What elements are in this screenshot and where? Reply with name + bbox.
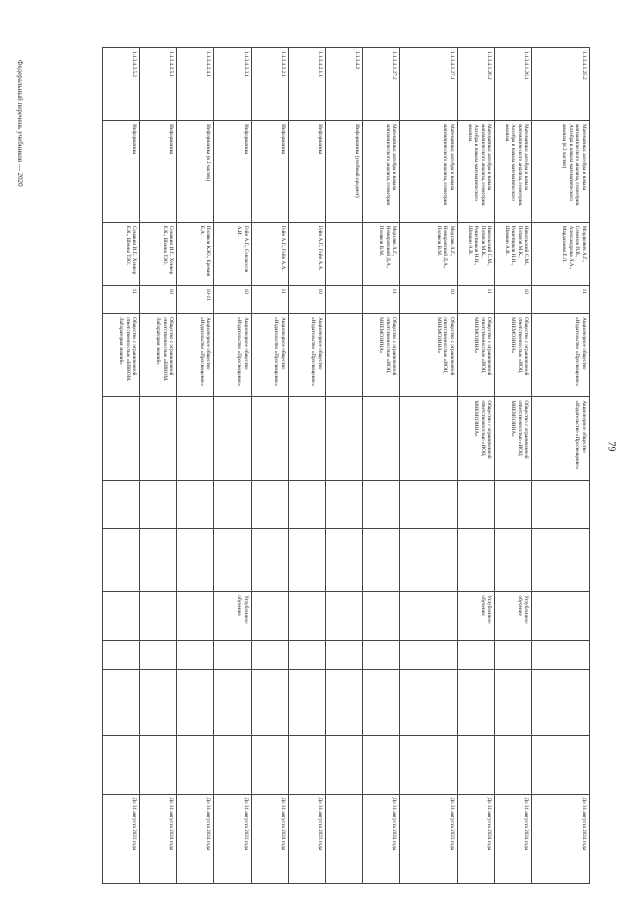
grade-cell: 11 <box>457 285 494 313</box>
extra-cell <box>103 480 140 529</box>
extra-cell <box>325 735 362 794</box>
extra-cell <box>400 529 458 592</box>
until-cell: До 31 августа 2024 года <box>177 794 214 884</box>
grade-cell: 10 <box>140 285 177 313</box>
textbook-table <box>102 47 590 884</box>
list-cell <box>325 592 362 641</box>
publisher-cell: Акционерное общество «Издательство «Просвещение» <box>288 314 325 397</box>
authors-cell <box>325 222 362 285</box>
extra-cell <box>363 735 400 794</box>
name-cell: Математика: алгебра и начала математического анализа, геометрия <box>400 121 458 223</box>
until-cell: До 31 августа 2024 года <box>457 794 494 884</box>
extra-cell <box>457 480 494 529</box>
name-cell: Математика: алгебра и начала математического анализа, геометрия. Алгебра и начала математического анализа <box>495 121 532 223</box>
authors-cell: Гейн А.Г., Сенокосов А.И. <box>214 222 251 285</box>
code-cell: 1.1.3.4.1.27.2 <box>363 48 400 121</box>
authors-cell: Мерзляк А.Г., Номировский Д.А., Поляков В.М. <box>363 222 400 285</box>
publisher-cell: Акционерное общество «Издательство «Просвещение» <box>532 397 590 480</box>
name-cell: Информатика <box>103 121 140 223</box>
authors-cell: Никольский С.М., Потапов М.К., Решетников Н.Н., Шевкин А.В. <box>457 222 494 285</box>
code-cell: 1.1.3.4.2.2.1 <box>251 48 288 121</box>
publisher-cell: Общество с ограниченной ответственностью «ИОЦ МНЕМОЗИНА» <box>400 314 458 397</box>
extra-cell <box>495 735 532 794</box>
grade-cell: 11 <box>103 285 140 313</box>
code-cell: 1.1.3.4.2.1.1 <box>288 48 325 121</box>
name-cell: Информатика <box>251 121 288 223</box>
publisher-cell <box>325 314 362 397</box>
publisher-cell: Акционерное общество «Издательство «Просвещение» <box>532 314 590 397</box>
extra-cell <box>532 529 590 592</box>
until-cell: До 31 августа 2023 года <box>214 794 251 884</box>
table-row <box>325 48 362 884</box>
until-cell: До 31 августа 2024 года <box>251 794 288 884</box>
extra-cell <box>457 529 494 592</box>
extra-cell <box>251 529 288 592</box>
page-number <box>602 441 620 463</box>
date-cell <box>400 669 458 735</box>
extra-cell <box>288 480 325 529</box>
name-cell: Информатика <box>140 121 177 223</box>
name-cell: Математика: алгебра и начала математического анализа, геометрия. Алгебра и начала математического анализа (в 2 частях) <box>532 121 590 223</box>
list-cell: Углубленное обучение <box>214 592 251 641</box>
extra-cell <box>103 641 140 669</box>
publisher-cell <box>251 397 288 480</box>
extra-cell <box>140 641 177 669</box>
code-cell: 1.1.3.4.1.25.2 <box>532 48 590 121</box>
date-cell <box>103 669 140 735</box>
date-cell <box>325 669 362 735</box>
extra-cell <box>214 480 251 529</box>
authors-cell: Семакин И.Г., Хеннер Е.К., Шеина Т.Ю. <box>140 222 177 285</box>
list-cell <box>363 592 400 641</box>
publisher-cell <box>140 397 177 480</box>
until-cell <box>325 794 362 884</box>
until-cell: До 31 августа 2024 года <box>495 794 532 884</box>
publisher-cell: Общество с ограниченной ответственностью «ИОЦ МНЕМОЗИНА» <box>457 397 494 480</box>
extra-cell <box>400 480 458 529</box>
until-cell: До 31 августа 2024 года <box>363 794 400 884</box>
list-cell <box>177 592 214 641</box>
extra-cell <box>288 529 325 592</box>
name-cell: Информатика (в 2 частях) <box>177 121 214 223</box>
authors-cell: Гейн А.Г., Гейн А.А. <box>288 222 325 285</box>
extra-cell <box>177 641 214 669</box>
name-cell: Информатика (учебный предмет) <box>325 121 362 223</box>
extra-cell <box>288 735 325 794</box>
extra-cell <box>363 641 400 669</box>
extra-cell <box>400 641 458 669</box>
date-cell <box>214 669 251 735</box>
name-cell: Математика: алгебра и начала математического анализа, геометрия. Алгебра и начала математического анализа <box>457 121 494 223</box>
table-body <box>103 48 590 884</box>
code-cell: 1.1.3.4.1.27.1 <box>400 48 458 121</box>
publisher-cell: Общество с ограниченной ответственностью «БИНОМ. Лаборатория знаний» <box>103 314 140 397</box>
list-cell: Углубленное обучение <box>457 592 494 641</box>
extra-cell <box>495 529 532 592</box>
extra-cell <box>251 480 288 529</box>
extra-cell <box>140 735 177 794</box>
extra-cell <box>325 480 362 529</box>
table-row <box>103 48 140 884</box>
publisher-cell <box>214 397 251 480</box>
date-cell <box>177 669 214 735</box>
extra-cell <box>288 641 325 669</box>
authors-cell: Мерзляк А.Г., Номировский Д.А., Поляков В.М. <box>400 222 458 285</box>
extra-cell <box>103 529 140 592</box>
authors-cell: Поляков К.Ю., Еремин Е.А. <box>177 222 214 285</box>
name-cell: Информатика <box>214 121 251 223</box>
extra-cell <box>214 735 251 794</box>
extra-cell <box>400 735 458 794</box>
publisher-cell: Общество с ограниченной ответственностью «ИОЦ МНЕМОЗИНА» <box>495 397 532 480</box>
extra-cell <box>251 735 288 794</box>
publisher-cell <box>325 397 362 480</box>
grade-cell: 10 <box>400 285 458 313</box>
extra-cell <box>325 529 362 592</box>
until-cell: До 31 августа 2024 года <box>140 794 177 884</box>
extra-cell <box>177 735 214 794</box>
table-row <box>177 48 214 884</box>
table-row <box>457 48 494 884</box>
list-cell <box>251 592 288 641</box>
name-cell: Математика: алгебра и начала математического анализа, геометрия <box>363 121 400 223</box>
textbook-table-wrapper <box>102 47 590 884</box>
table-row <box>495 48 532 884</box>
list-cell <box>140 592 177 641</box>
publisher-cell: Общество с ограниченной ответственностью «БИНОМ. Лаборатория знаний» <box>140 314 177 397</box>
list-cell <box>288 592 325 641</box>
list-cell <box>400 592 458 641</box>
extra-cell <box>363 529 400 592</box>
date-cell <box>288 669 325 735</box>
authors-cell: Мордкович А.Г., Семенов П.В., Александрова Л.А., Мардахаева Е.Л. <box>532 222 590 285</box>
list-cell <box>532 592 590 641</box>
authors-cell: Никольский С.М., Потапов М.К., Решетников Н.Н., Шевкин А.В. <box>495 222 532 285</box>
publisher-cell <box>363 397 400 480</box>
grade-cell: 10 <box>495 285 532 313</box>
extra-cell <box>214 641 251 669</box>
extra-cell <box>532 480 590 529</box>
code-cell: 1.1.3.4.2.4.1 <box>177 48 214 121</box>
publisher-cell: Акционерное общество «Издательство «Просвещение» <box>214 314 251 397</box>
publisher-cell <box>400 397 458 480</box>
table-row <box>251 48 288 884</box>
table-row <box>140 48 177 884</box>
code-cell: 1.1.3.4.1.26.2 <box>457 48 494 121</box>
grade-cell: 10 <box>214 285 251 313</box>
name-cell: Информатика <box>288 121 325 223</box>
publisher-cell: Общество с ограниченной ответственностью «ИОЦ МНЕМОЗИНА» <box>457 314 494 397</box>
until-cell: До 31 августа 2024 года <box>532 794 590 884</box>
extra-cell <box>495 480 532 529</box>
code-cell: 1.1.3.4.2.3.1 <box>214 48 251 121</box>
extra-cell <box>457 641 494 669</box>
extra-cell <box>532 641 590 669</box>
grade-cell: 10-11 <box>177 285 214 313</box>
publisher-cell <box>177 397 214 480</box>
extra-cell <box>177 480 214 529</box>
grade-cell: 11 <box>532 285 590 313</box>
code-cell: 1.1.3.4.1.26.1 <box>495 48 532 121</box>
table-row <box>363 48 400 884</box>
extra-cell <box>177 529 214 592</box>
date-cell <box>495 669 532 735</box>
extra-cell <box>325 641 362 669</box>
grade-cell: 11 <box>251 285 288 313</box>
grade-cell: 10 <box>288 285 325 313</box>
margin-note-text: Федеральный перечень учебников — 2020 <box>16 60 24 187</box>
until-cell: До 31 августа 2023 года <box>288 794 325 884</box>
date-cell <box>140 669 177 735</box>
grade-cell: 11 <box>363 285 400 313</box>
authors-cell: Гейн А.Г., Гейн А.А. <box>251 222 288 285</box>
list-cell <box>103 592 140 641</box>
date-cell <box>363 669 400 735</box>
publisher-cell: Акционерное общество «Издательство «Просвещение» <box>177 314 214 397</box>
publisher-cell <box>288 397 325 480</box>
extra-cell <box>363 480 400 529</box>
extra-cell <box>103 735 140 794</box>
until-cell: До 31 августа 2023 года <box>103 794 140 884</box>
publisher-cell <box>103 397 140 480</box>
date-cell <box>532 669 590 735</box>
publisher-cell: Общество с ограниченной ответственностью «ИОЦ МНЕМОЗИНА» <box>495 314 532 397</box>
extra-cell <box>457 735 494 794</box>
extra-cell <box>140 480 177 529</box>
table-row <box>214 48 251 884</box>
code-cell: 1.1.3.4.2.5.2 <box>103 48 140 121</box>
table-row <box>532 48 590 884</box>
margin-note <box>14 60 26 880</box>
extra-cell <box>140 529 177 592</box>
publisher-cell: Общество с ограниченной ответственностью «ИОЦ МНЕМОЗИНА» <box>363 314 400 397</box>
code-cell: 1.1.3.4.2 <box>325 48 362 121</box>
until-cell: До 31 августа 2023 года <box>400 794 458 884</box>
grade-cell <box>325 285 362 313</box>
extra-cell <box>495 641 532 669</box>
publisher-cell: Акционерное общество «Издательство «Просвещение» <box>251 314 288 397</box>
page-number-text: 79 <box>605 441 617 452</box>
authors-cell: Семакин И.Г., Хеннер Е.К., Шеина Т.Ю. <box>103 222 140 285</box>
extra-cell <box>251 641 288 669</box>
list-cell: Углубленное обучение <box>495 592 532 641</box>
date-cell <box>457 669 494 735</box>
table-row <box>400 48 458 884</box>
date-cell <box>251 669 288 735</box>
extra-cell <box>532 735 590 794</box>
table-row <box>288 48 325 884</box>
extra-cell <box>214 529 251 592</box>
code-cell: 1.1.3.4.2.5.1 <box>140 48 177 121</box>
